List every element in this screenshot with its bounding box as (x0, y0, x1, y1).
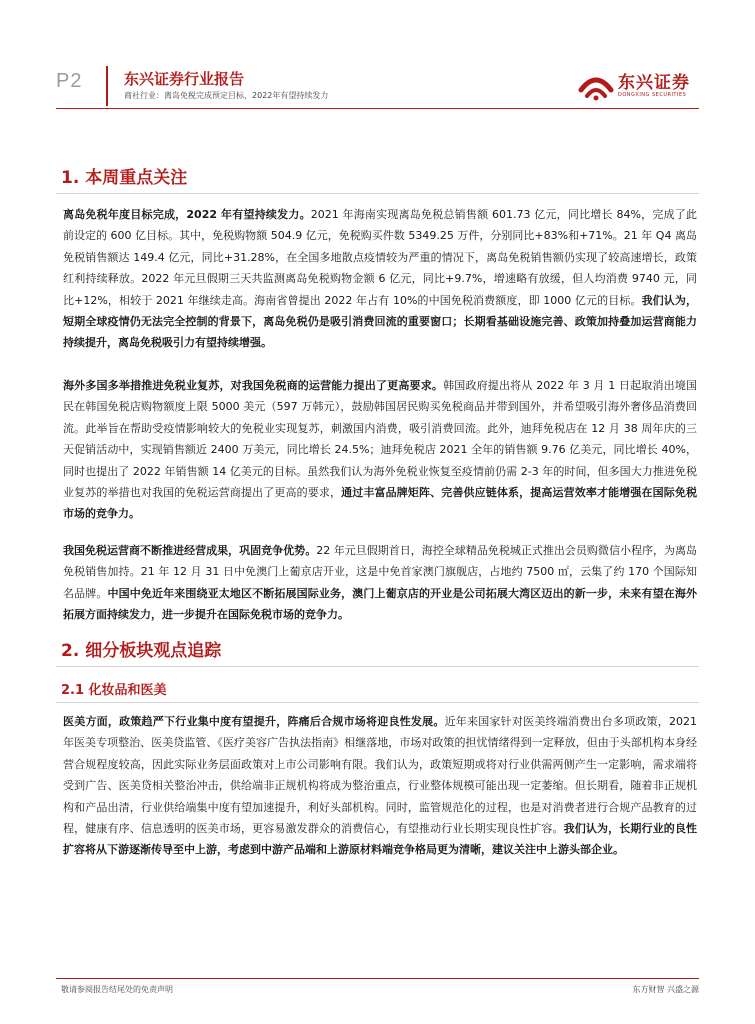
paragraph-4 (63, 711, 697, 861)
report-title: 东兴证券行业报告 (124, 70, 245, 88)
footer-slogan: 东方财智 兴盛之源 (632, 985, 699, 994)
section-1-rule (56, 193, 699, 194)
paragraph-2-lead: 海外多国多举措推进免税业复苏，对我国免税商的运营能力提出了更高要求。 (63, 379, 444, 392)
footer-disclaimer: 敬请参阅报告结尾处的免责声明 (61, 985, 173, 994)
paragraph-3-tail: 中国中免近年来围绕亚太地区不断拓展国际业务，澳门上葡京店的开业是公司拓展大湾区迈出的新一步，未来有望在海外拓展方面持续发力，进一步提升在国际免税市场的竞争力。 (63, 586, 697, 622)
report-subtitle: 商社行业：离岛免税完成预定目标，2022年有望持续发力 (124, 91, 329, 100)
footer-rule (56, 978, 699, 979)
section-2-title: 2. 细分板块观点追踪 (61, 641, 222, 661)
header-divider (106, 66, 108, 106)
paragraph-3 (63, 540, 697, 626)
page-number: P2 (56, 70, 83, 92)
paragraph-1 (63, 204, 697, 354)
subsection-2-1-title: 2.1 化妆品和医美 (61, 683, 167, 698)
subsection-2-1-rule (56, 702, 699, 703)
paragraph-2-body: 韩国政府提出将从 2022 年 3 月 1 日起取消出境国民在韩国免税店购物额度上限 5000 美元（597 万韩元），鼓励韩国居民购买免税商品并带到国外，并希望吸引海外奢侈品消费回流。此举旨在帮助受疫情影响较大的免税业实现复苏，刺激国内消费，吸引消费回流。此外，迪拜免税店在 12 月 38 周年庆的三天促销活动中，实现销售额近 2400 万美元，同比增长 24.5%；迪拜免税店 2021 全年的销售额 9.76 亿美元，同比增长 40%，同时也提出了 2022 年销售额 14 亿美元的目标。虽然我们认为海外免税业恢复至疫情前仍需 2-3 年的时间，但多国大力推进免税业复苏的举措也对我国的免税运营商提出了更高的要求， (63, 379, 697, 500)
paragraph-1-tail: 我们认为，短期全球疫情仍无法完全控制的背景下，离岛免税仍是吸引消费回流的重要窗口；长期看基础设施完善、政策加持叠加运营商能力持续提升，离岛免税吸引力有望持续增强。 (63, 293, 697, 350)
paragraph-1-lead: 离岛免税年度目标完成，2022 年有望持续发力。 (63, 208, 311, 221)
paragraph-1-body: 2021 年海南实现离岛免税总销售额 601.73 亿元，同比增长 84%，完成了此前设定的 600 亿目标。其中，免税购物额 504.9 亿元，免税购买件数 5349.25 万件，分别同比+83%和+71%。21 年 Q4 离岛免税销售额达 149.4 亿元，同比+31.28%，在全国多地散点疫情较为严重的情况下，离岛免税销售额仍实现了较高速增长，政策红利持续释放。2022 年元旦假期三天共监测离岛免税购物金额 6 亿元，同比+9.7%，增速略有放缓，但人均消费 9740 元，同比+12%，相较于 2021 年继续走高。海南省曾提出 2022 年占有 10%的中国免税消费额度，即 1000 亿元的目标。 (63, 208, 697, 307)
logo-text: 东兴证券 (618, 73, 690, 93)
page-header (0, 0, 755, 110)
header-rule (56, 108, 699, 109)
paragraph-2 (63, 375, 697, 525)
section-2-rule (56, 666, 699, 667)
company-logo (578, 66, 703, 104)
paragraph-4-tail: 我们认为，长期行业的良性扩容将从下游逐渐传导至中上游，考虑到中游产品端和上游原材料端竞争格局更为清晰，建议关注中上游头部企业。 (63, 822, 697, 857)
paragraph-4-body: 近年来国家针对医美终端消费出台多项政策，2021 年医美专项整治、医美贷监管、《医疗美容广告执法指南》相继落地，市场对政策的担忧情绪得到一定释放，但由于头部机构本身经营合规程度较高，因此实际业务层面政策对上市公司影响有限。我们认为，政策短期或将对行业供需两侧产生一定影响，需求端将受到广告、医美贷相关整治冲击，供给端非正规机构将成为整治重点，行业整体规模可能出现一定萎缩。但长期看，随着非正规机构和产品出清，行业供给端集中度有望加速提升，利好头部机构。同时，监管规范化的过程，也是对消费者进行合规产品教育的过程，健康有序、信息透明的医美市场，更容易激发群众的消费信心，有望推动行业长期实现良性扩容。 (63, 715, 697, 836)
logo-mark-icon (578, 68, 614, 102)
paragraph-4-lead: 医美方面，政策趋严下行业集中度有望提升，阵痛后合规市场将迎良性发展。 (63, 715, 445, 728)
paragraph-2-tail: 通过丰富品牌矩阵、完善供应链体系，提高运营效率才能增强在国际免税市场的竞争力。 (63, 486, 697, 521)
paragraph-3-body: 22 年元旦假期首日，海控全球精品免税城正式推出会员购微信小程序，为离岛免税销售加持。21 年 12 月 31 日中免澳门上葡京店开业，这是中免首家澳门旗舰店，占地约 7500 ㎡，云集了约 170 个国际知名品牌。 (63, 544, 698, 600)
logo-english: DONGXING SECURITIES (618, 92, 687, 98)
paragraph-3-lead: 我国免税运营商不断推进经营成果，巩固竞争优势。 (63, 544, 317, 557)
section-1-title: 1. 本周重点关注 (61, 168, 188, 188)
